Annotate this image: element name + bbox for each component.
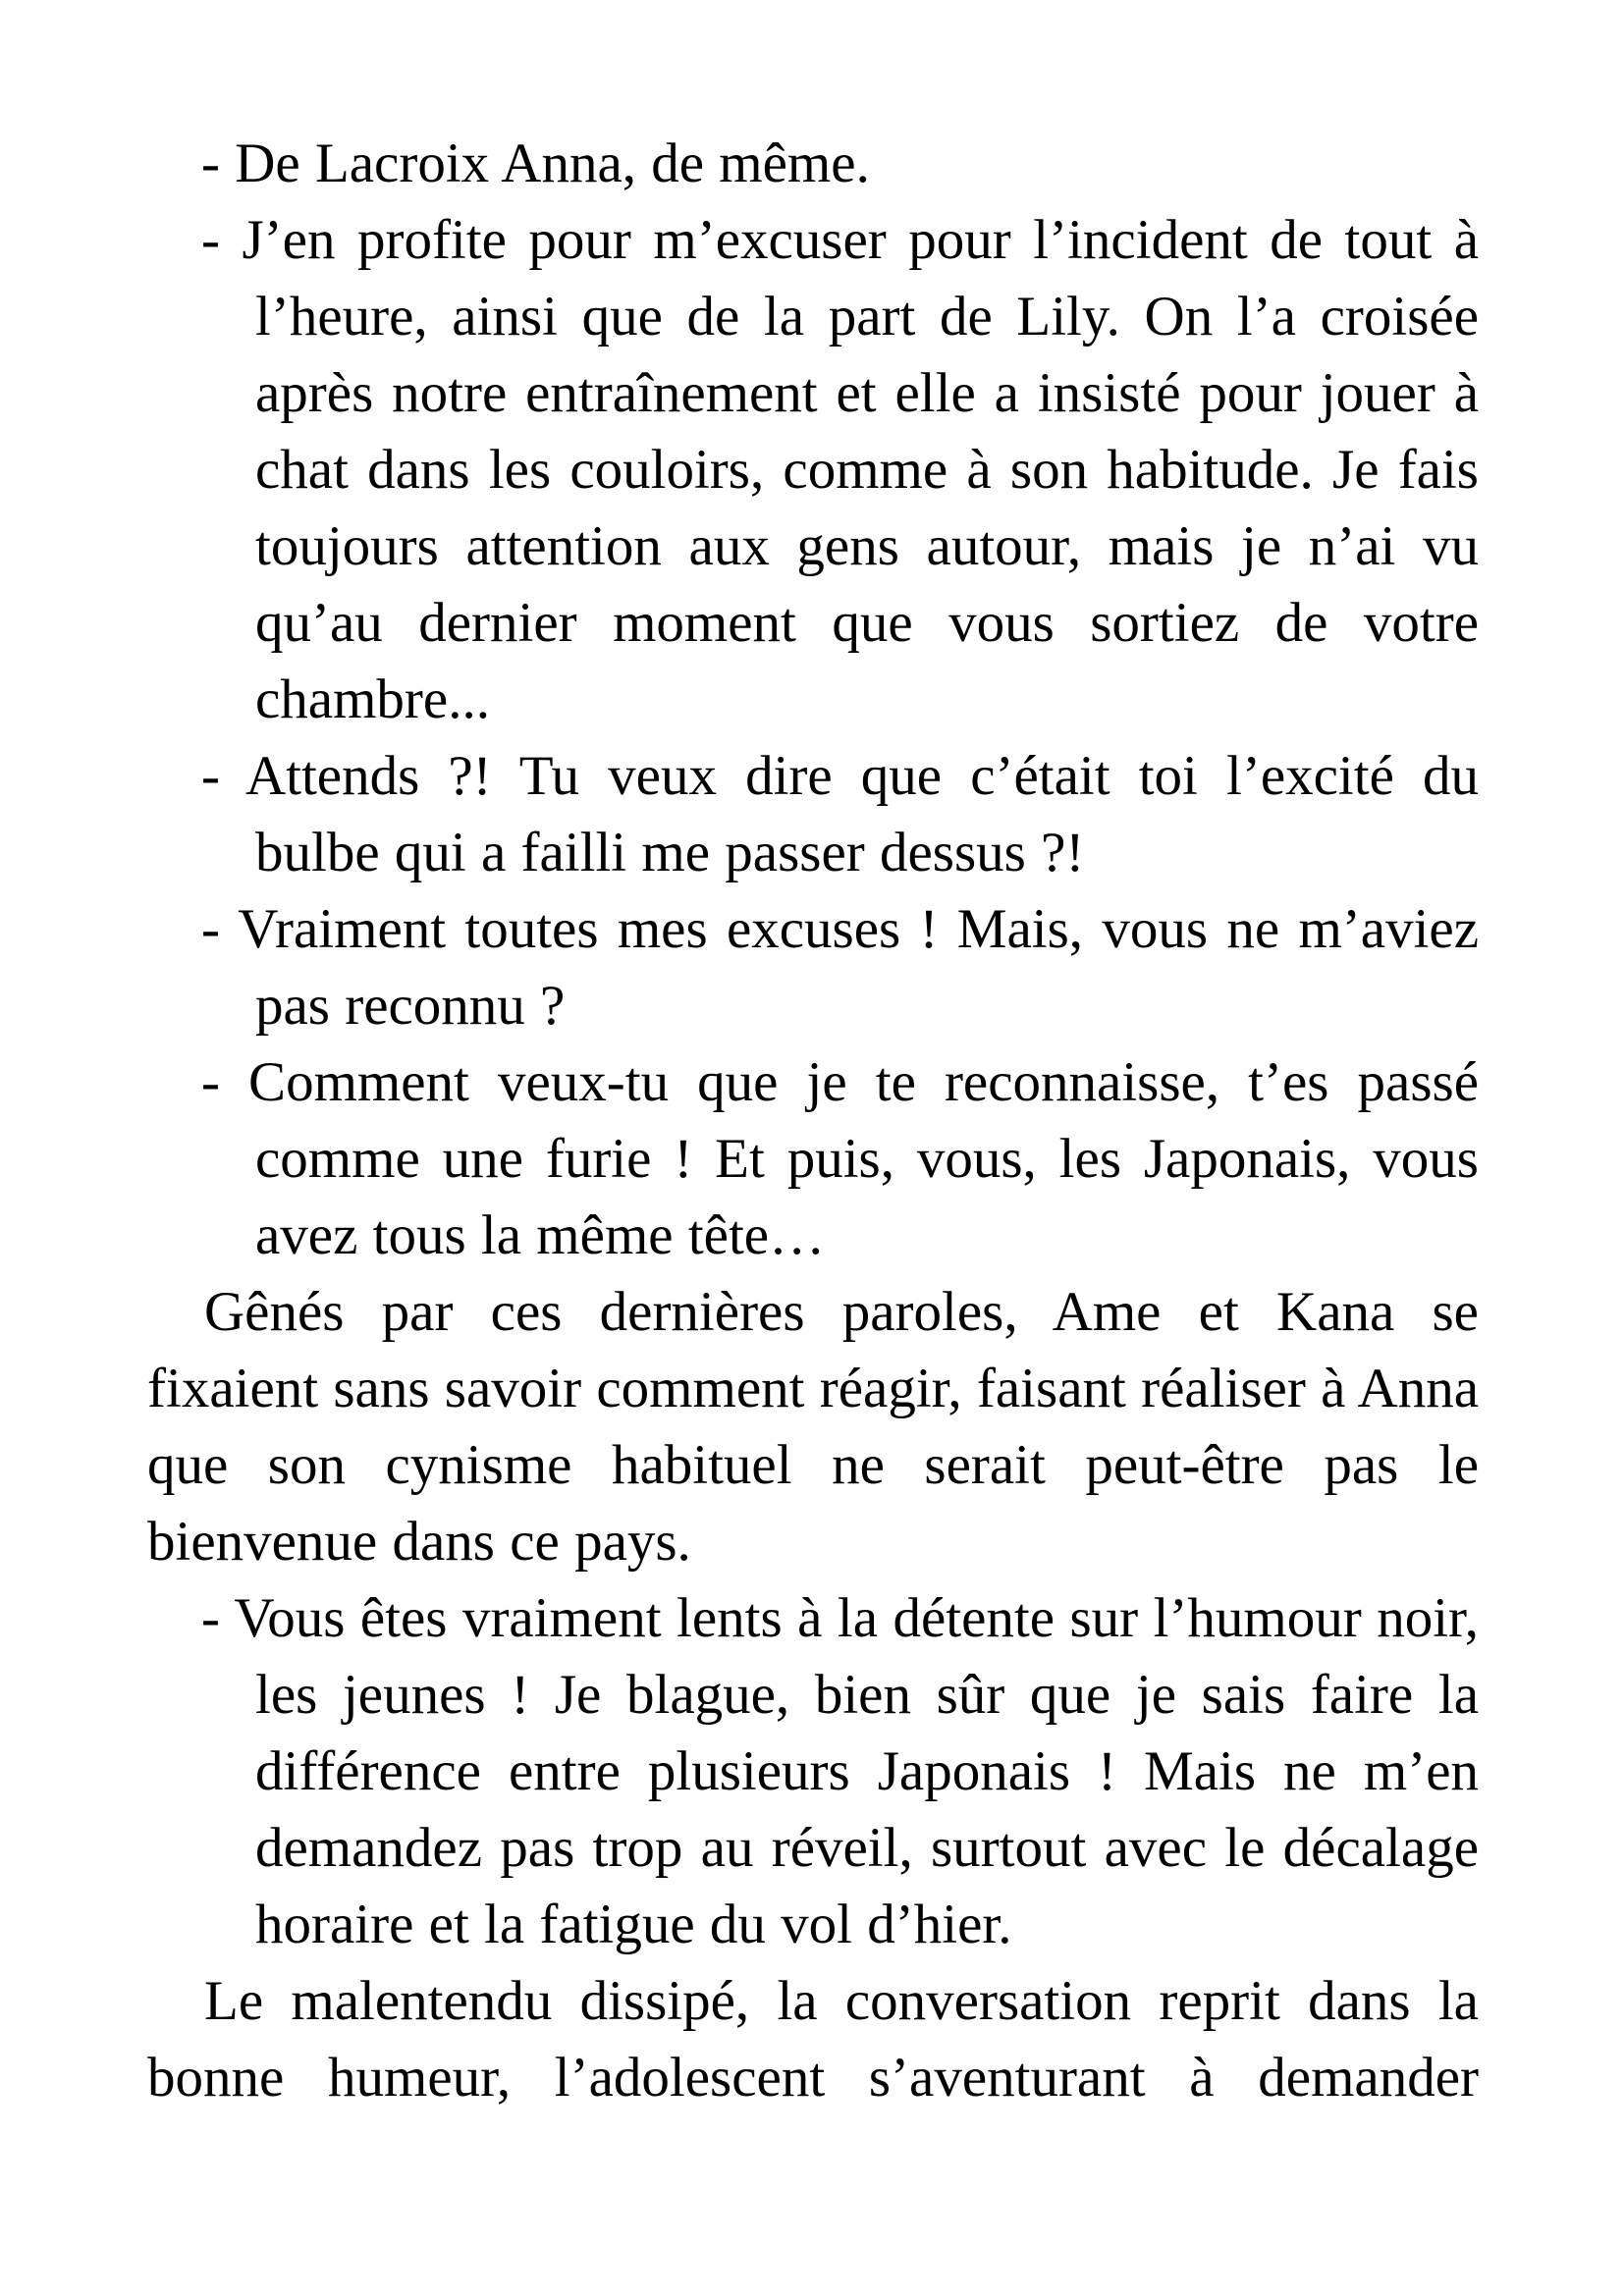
page-text-block: [147, 126, 1479, 2116]
paragraph-narrative: Le malentendu dissipé, la conversation reprit dans la bonne humeur, l’adolescent s’aventurant à demander: [147, 1970, 1479, 2109]
paragraph-dialogue: - Vous êtes vraiment lents à la détente sur l’humour noir, les jeunes ! Je blague, bien sûr que je sais faire la différence entre plusieurs Japonais ! Mais ne m’en demandez pas trop au réveil, surtout avec le décalage horaire et la fatigue du vol d’hier.: [201, 1587, 1479, 1955]
paragraph-dialogue: - Attends ?! Tu veux dire que c’était toi l’excité du bulbe qui a failli me passer dessus ?!: [201, 745, 1479, 883]
paragraph-dialogue: - Comment veux-tu que je te reconnaisse, t’es passé comme une furie ! Et puis, vous, les Japonais, vous avez tous la même tête…: [201, 1051, 1479, 1266]
paragraph-dialogue: - J’en profite pour m’excuser pour l’incident de tout à l’heure, ainsi que de la part de Lily. On l’a croisée après notre entraînement et elle a insisté pour jouer à chat dans les couloirs, comme à son habitude. Je fais toujours attention aux gens autour, mais je n’ai vu qu’au dernier moment que vous sortiez de votre chambre...: [201, 209, 1479, 730]
paragraph-dialogue: - De Lacroix Anna, de même.: [201, 133, 870, 194]
paragraph-dialogue: - Vraiment toutes mes excuses ! Mais, vous ne m’aviez pas reconnu ?: [201, 898, 1479, 1037]
paragraph-narrative: Gênés par ces dernières paroles, Ame et Kana se fixaient sans savoir comment réagir, faisant réaliser à Anna que son cynisme habituel ne serait peut-être pas le bienvenue dans ce pays.: [147, 1281, 1479, 1573]
